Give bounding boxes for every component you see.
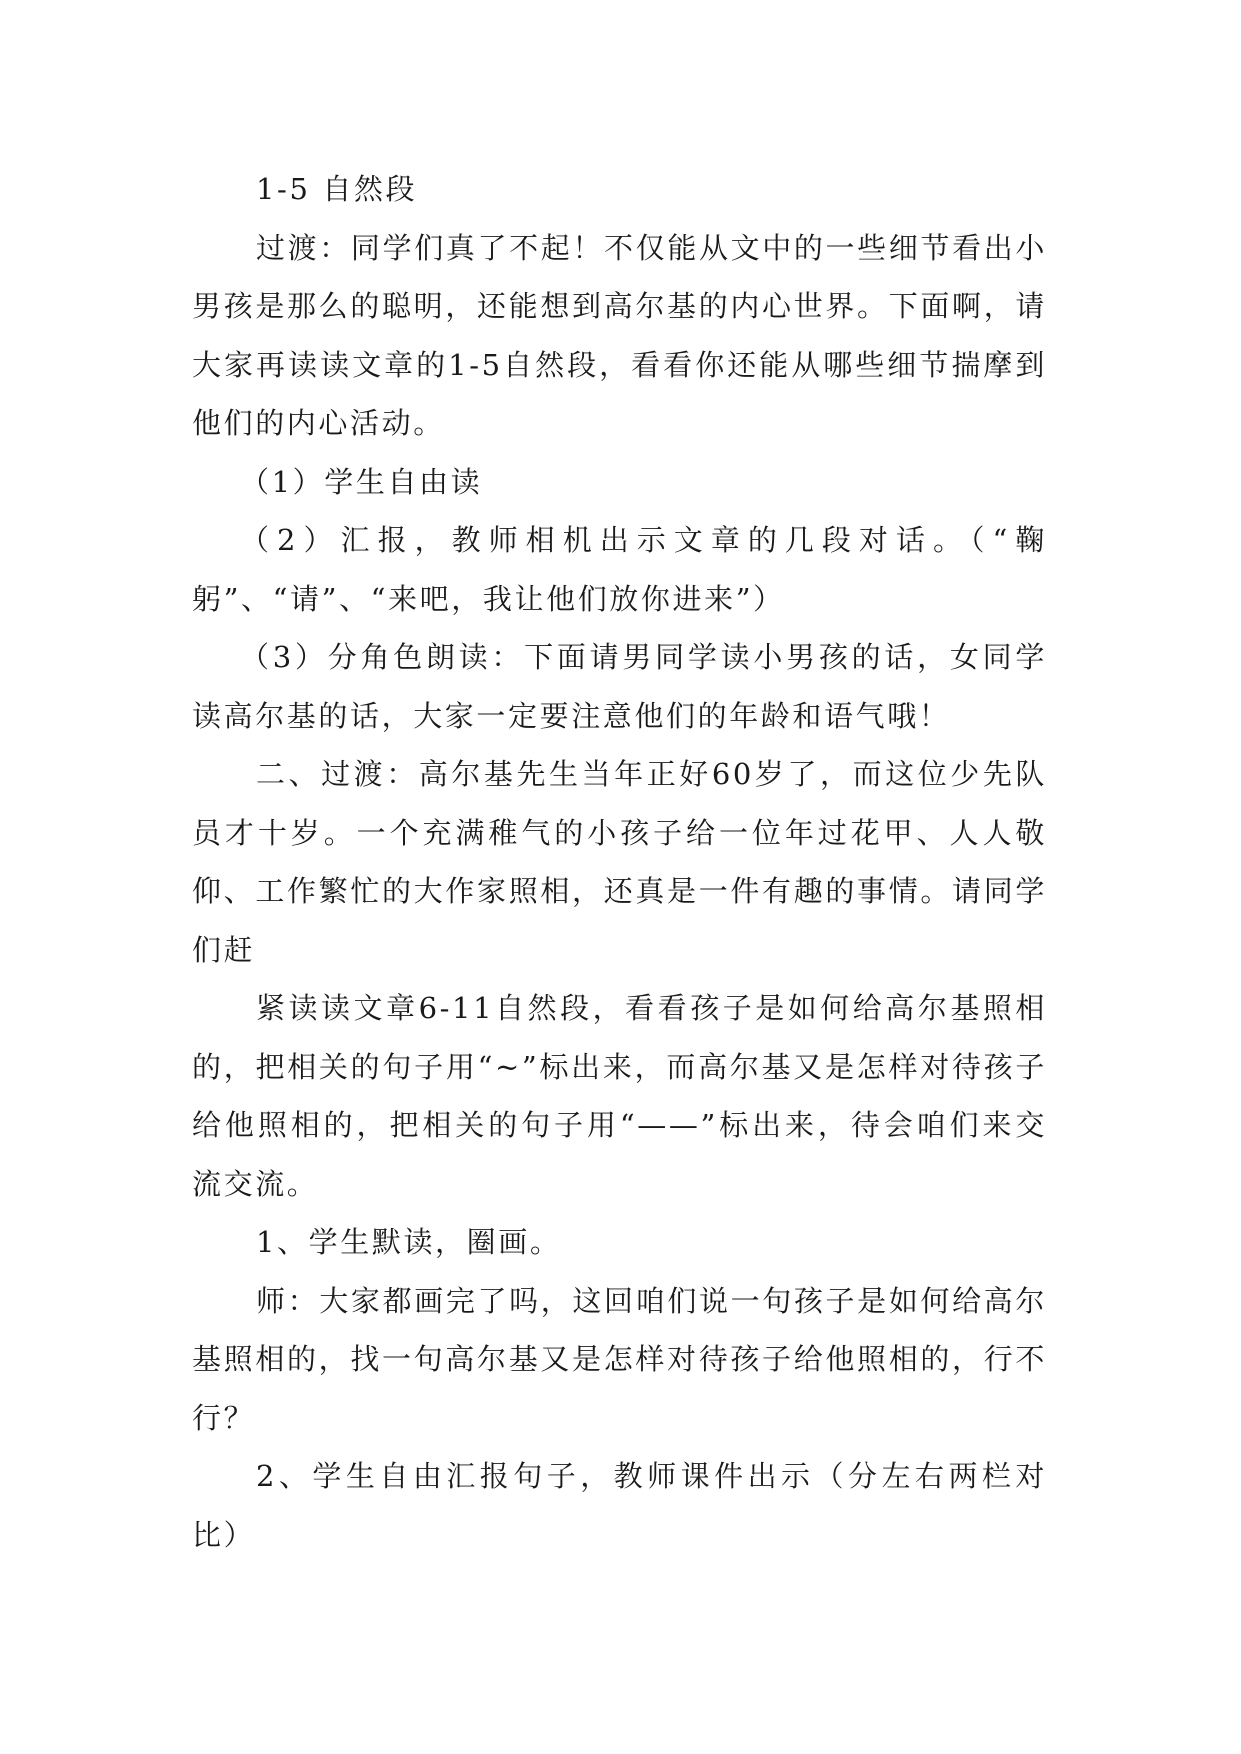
paragraph-step-1: （1）学生自由读: [240, 464, 483, 499]
paragraph-silent-reading: 1、学生默读，圈画。: [256, 1225, 562, 1259]
paragraph-step-2: （2）汇报，教师相机出示文章的几段对话。（“鞠躬”、“请”、“来吧，我让他们放你进来”）: [192, 523, 1047, 616]
paragraph-student-report: 2、学生自由汇报句子，教师课件出示（分左右两栏对比）: [192, 1459, 1047, 1552]
paragraph-transition: 过渡：同学们真了不起！不仅能从文中的一些细节看出小男孩是那么的聪明，还能想到高尔基的内心世界。下面啊，请大家再读读文章的1-5自然段，看看你还能从哪些细节揣摩到他们的内心活动。: [192, 230, 1047, 440]
document-body: [192, 160, 1047, 1564]
paragraph-part-two: 二、过渡：高尔基先生当年正好60岁了，而这位少先队员才十岁。一个充满稚气的小孩子给一位年过花甲、人人敬仰、工作繁忙的大作家照相，还真是一件有趣的事情。请同学们赶: [192, 757, 1047, 967]
paragraph-reading-task: 紧读读文章6-11自然段，看看孩子是如何给高尔基照相的，把相关的句子用“~”标出来，而高尔基又是怎样对待孩子给他照相的，把相关的句子用“——”标出来，待会咱们来交流交流。: [192, 991, 1047, 1201]
paragraph-section-heading: 1-5 自然段: [256, 172, 418, 206]
paragraph-teacher-question: 师：大家都画完了吗，这回咱们说一句孩子是如何给高尔基照相的，找一句高尔基又是怎样对待孩子给他照相的，行不行？: [192, 1283, 1047, 1435]
paragraph-step-3: （3）分角色朗读：下面请男同学读小男孩的话，女同学读高尔基的话，大家一定要注意他们的年龄和语气哦！: [192, 640, 1047, 733]
